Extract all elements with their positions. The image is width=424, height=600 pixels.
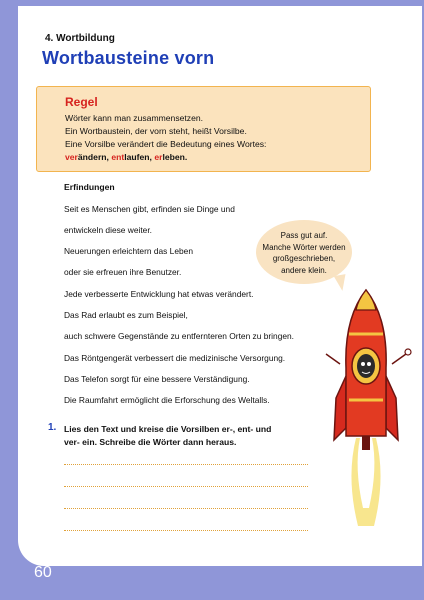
reading-line-2: entwickeln diese weiter.	[64, 225, 152, 235]
example-prefix-ver: ver	[65, 152, 78, 162]
rule-examples	[65, 152, 187, 162]
bubble-line-4: andere klein.	[281, 265, 327, 275]
reading-line-6: Das Rad erlaubt es zum Beispiel,	[64, 310, 188, 320]
reading-line-9: Das Telefon sorgt für eine bessere Verständigung.	[64, 374, 250, 384]
rule-title: Regel	[65, 95, 98, 109]
rocket-illustration	[316, 288, 416, 528]
task-line-2: ver- ein. Schreibe die Wörter dann heraus.	[64, 437, 237, 447]
speech-bubble-text	[260, 230, 348, 276]
example-rest-er: leben.	[162, 152, 188, 162]
reading-line-3: Neuerungen erleichtern das Leben	[64, 246, 193, 256]
answer-line-4[interactable]	[64, 530, 308, 531]
task-line-1: Lies den Text und kreise die Vorsilben er-, ent- und	[64, 424, 272, 434]
reading-line-8: Das Röntgengerät verbessert die medizinische Versorgung.	[64, 353, 286, 363]
rule-box	[36, 86, 371, 172]
answer-line-2[interactable]	[64, 486, 308, 487]
reading-line-1: Seit es Menschen gibt, erfinden sie Dinge und	[64, 204, 235, 214]
rule-line-3: Eine Vorsilbe verändert die Bedeutung eines Wortes:	[65, 139, 267, 149]
reading-line-10: Die Raumfahrt ermöglicht die Erforschung des Weltalls.	[64, 395, 270, 405]
chapter-title: Wortbausteine vorn	[42, 48, 215, 68]
reading-line-7: auch schwere Gegenstände zu entfernteren Orten zu bringen.	[64, 331, 294, 341]
reading-line-5: Jede verbesserte Entwicklung hat etwas verändert.	[64, 289, 254, 299]
example-rest-ver: ändern,	[77, 152, 112, 162]
rule-line-1: Wörter kann man zusammensetzen.	[65, 113, 204, 123]
rule-line-2: Ein Wortbaustein, der vorn steht, heißt Vorsilbe.	[65, 126, 247, 136]
bubble-line-1: Pass gut auf.	[280, 231, 328, 240]
answer-line-3[interactable]	[64, 508, 308, 509]
page-number: 60	[34, 564, 52, 581]
bubble-line-3: großgeschrieben,	[272, 254, 336, 263]
answer-line-1[interactable]	[64, 464, 308, 465]
bubble-line-2: Manche Wörter werden	[262, 242, 346, 252]
example-rest-ent: laufen,	[124, 152, 155, 162]
section-label: 4. Wortbildung	[45, 33, 115, 44]
reading-text-title: Erfindungen	[64, 182, 115, 192]
example-prefix-er: er	[154, 152, 163, 162]
reading-line-4: oder sie erfreuen ihre Benutzer.	[64, 267, 182, 277]
task-number: 1.	[48, 422, 57, 433]
example-prefix-ent: ent	[111, 152, 125, 162]
